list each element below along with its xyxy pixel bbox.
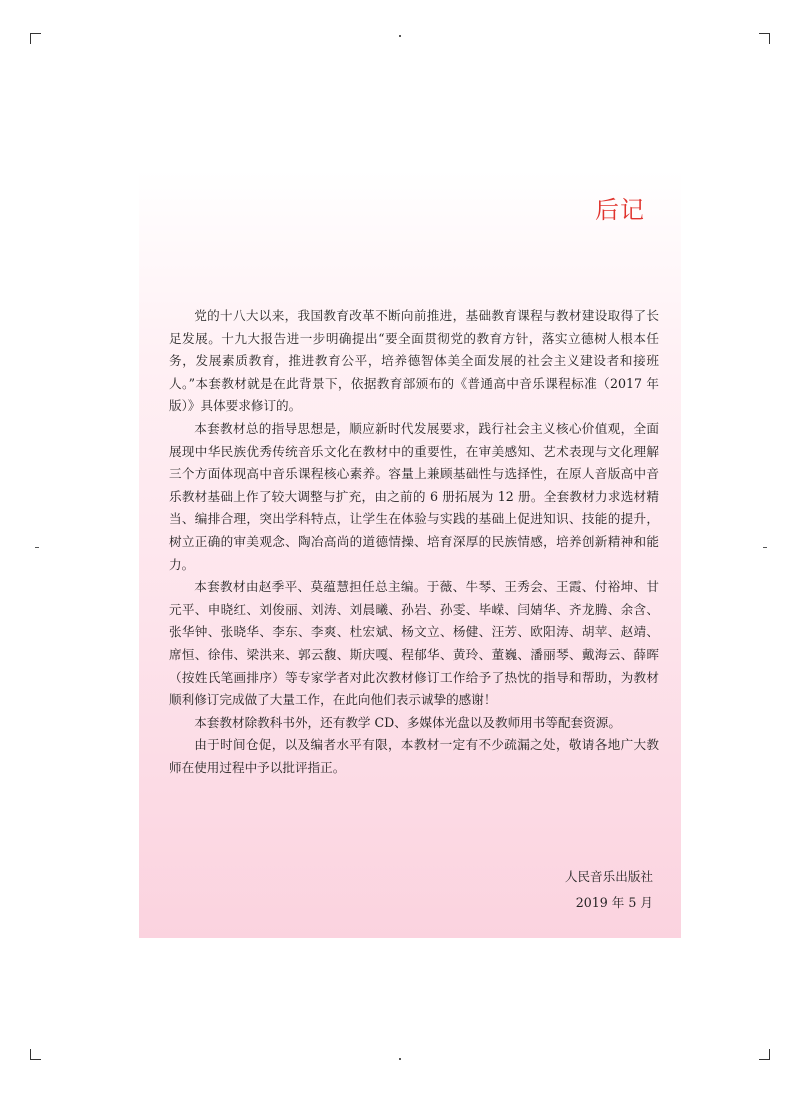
- afterword-panel: [139, 170, 681, 938]
- registration-mark-bottom: [399, 1058, 401, 1060]
- paragraph: 党的十八大以来，我国教育改革不断向前推进，基础教育课程与教材建设取得了长足发展。十九大报告进一步明确提出“要全面贯彻党的教育方针，落实立德树人根本任务，发展素质教育，推进教育公平，培养德智体美全面发展的社会主义建设者和接班人。”本套教材就是在此背景下，依据教育部颁布的《普通高中音乐课程标准（2017 年版）》具体要求修订的。: [169, 308, 659, 414]
- crop-mark-top-right: [759, 33, 770, 44]
- paragraph: 本套教材除教科书外，还有教学 CD、多媒体光盘以及教师用书等配套资源。: [194, 714, 621, 730]
- registration-mark-right: [763, 547, 767, 548]
- page-title: 后记: [595, 196, 645, 224]
- crop-mark-bottom-left: [30, 1049, 41, 1060]
- paragraph: 本套教材由赵季平、莫蕴慧担任总主编。于薇、牛琴、王秀会、王霞、付裕坤、甘元平、申晓红、刘俊丽、刘涛、刘晨曦、孙岩、孙雯、毕嵘、闫婧华、齐龙腾、余含、张华钟、张晓华、李东、李爽、杜宏斌、杨文立、杨健、汪芳、欧阳涛、胡苹、赵靖、席恒、徐伟、梁洪来、郭云馥、斯庆嘎、程郁华、黄玲、董巍、潘丽琴、戴海云、薛晖（按姓氏笔画排序）等专家学者对此次教材修订工作给予了热忱的指导和帮助，为教材顺利修订完成做了大量工作，在此向他们表示诚挚的感谢！: [169, 579, 659, 708]
- afterword-body: [169, 305, 659, 779]
- registration-mark-top: [399, 35, 401, 37]
- paragraph: 由于时间仓促，以及编者水平有限，本教材一定有不少疏漏之处，敬请各地广大教师在使用过程中予以批评指正。: [169, 737, 659, 775]
- crop-mark-top-left: [30, 33, 41, 44]
- paragraph: 本套教材总的指导思想是，顺应新时代发展要求，践行社会主义核心价值观，全面展现中华民族优秀传统音乐文化在教材中的重要性，在审美感知、艺术表现与文化理解三个方面体现高中音乐课程核心素养。容量上兼顾基础性与选择性，在原人音版高中音乐教材基础上作了较大调整与扩充，由之前的 6 册拓展为 12 册。全套教材力求选材精当、编排合理，突出学科特点，让学生在体验与实践的基础上促进知识、技能的提升，树立正确的审美观念、陶冶高尚的道德情操、培育深厚的民族情感，培养创新精神和能力。: [169, 420, 659, 572]
- signature-date: 2019 年 5 月: [575, 895, 653, 910]
- publisher-signature: 人民音乐出版社: [564, 869, 653, 884]
- crop-mark-bottom-right: [759, 1049, 770, 1060]
- registration-mark-left: [35, 547, 39, 548]
